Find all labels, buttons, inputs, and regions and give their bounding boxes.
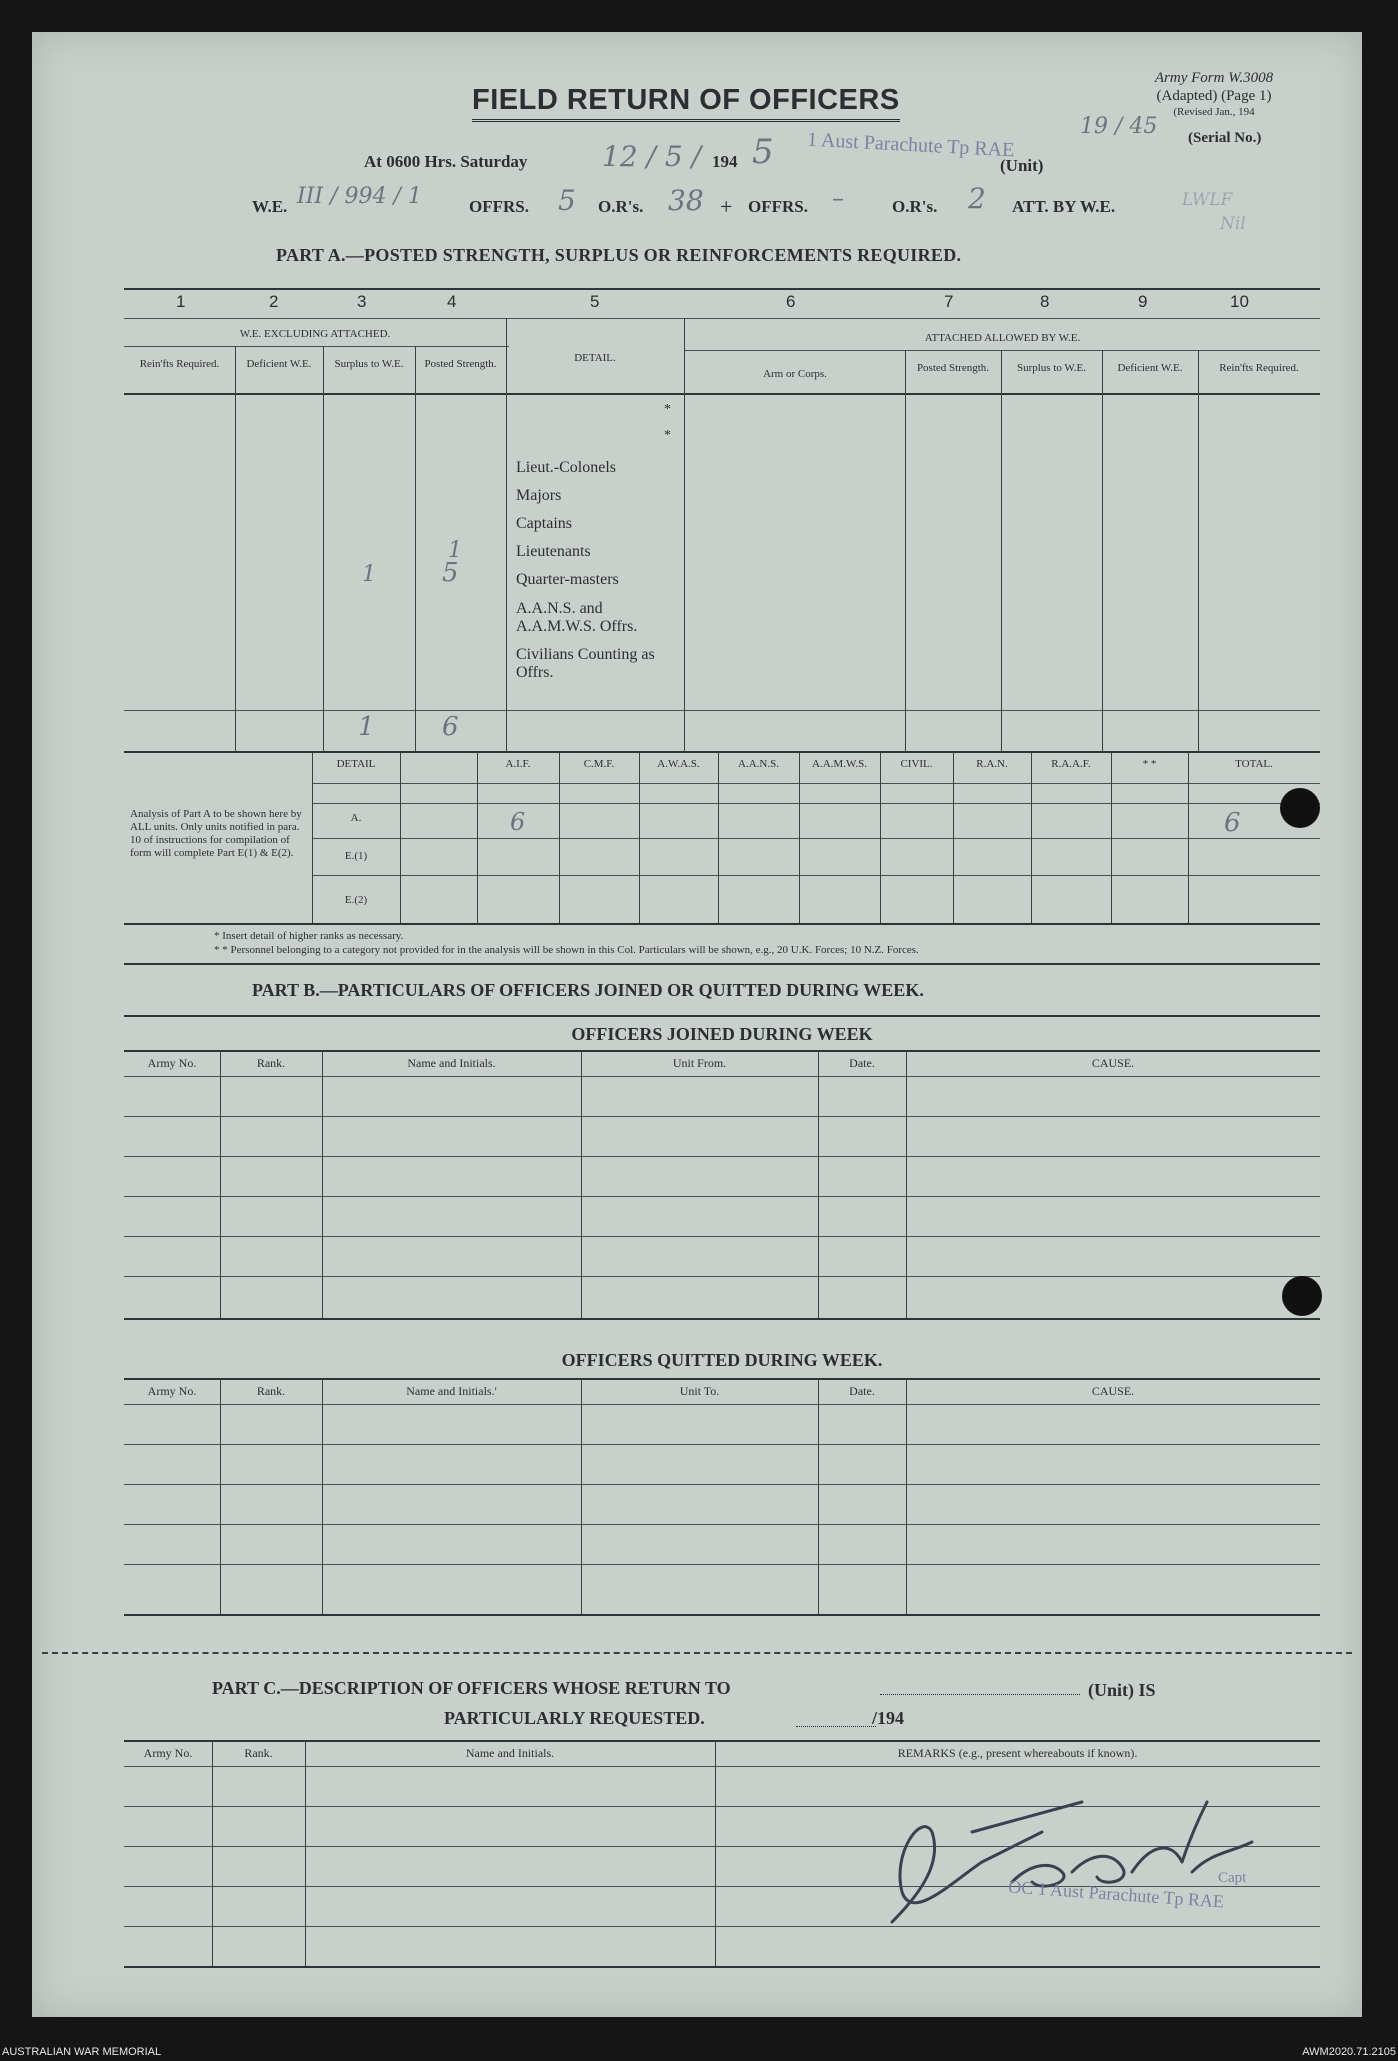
v-col7 bbox=[905, 350, 906, 751]
pc-h-name: Name and Initials. bbox=[465, 1746, 555, 1760]
form-revised: (Revised Jan., 194 bbox=[1173, 106, 1255, 118]
an-h-ran: R.A.N. bbox=[976, 758, 1008, 770]
v-col9 bbox=[1102, 350, 1103, 751]
sub-deficient: Deficient W.E. bbox=[246, 358, 312, 370]
part-c-header-rule bbox=[124, 1766, 1320, 1767]
quitted-bottom-rule bbox=[124, 1614, 1320, 1616]
col-num-3: 3 bbox=[357, 292, 367, 311]
col-num-9: 9 bbox=[1138, 292, 1148, 311]
sub-posted-att: Posted Strength. bbox=[916, 362, 990, 374]
group-left-header: W.E. EXCLUDING ATTACHED. bbox=[239, 328, 391, 340]
quitted-h-unit-to: Unit To. bbox=[679, 1384, 720, 1398]
part-a-title: PART A.—POSTED STRENGTH, SURPLUS OR REINFORCEMENTS REQUIRED. bbox=[276, 245, 962, 265]
joined-row-2 bbox=[124, 1156, 1320, 1157]
star-2: * bbox=[664, 428, 671, 443]
offrs2-hand: – bbox=[832, 184, 844, 212]
rank-qm: Quarter-masters bbox=[516, 571, 619, 588]
sub-surplus: Surplus to W.E. bbox=[334, 358, 404, 370]
v-col2 bbox=[235, 346, 236, 751]
column-numbers bbox=[124, 292, 1320, 316]
col-num-5: 5 bbox=[590, 292, 600, 311]
col-num-7: 7 bbox=[944, 292, 954, 311]
an-h-aans: A.A.N.S. bbox=[738, 758, 779, 770]
total-row-a-hand: 6 bbox=[1224, 808, 1241, 838]
quitted-h-rank: Rank. bbox=[256, 1384, 286, 1398]
group-left-rule bbox=[124, 346, 509, 347]
rank-lt-col: Lieut.-Colonels bbox=[516, 459, 616, 476]
star-1: * bbox=[664, 402, 671, 417]
sub-arm-corps: Arm or Corps. bbox=[763, 368, 827, 380]
subheader-rule bbox=[124, 393, 1320, 395]
year-prefix: 194 bbox=[712, 152, 738, 171]
part-c-bottom-rule bbox=[124, 1966, 1320, 1968]
quitted-v-3 bbox=[581, 1378, 582, 1614]
att-label: ATT. BY W.E. bbox=[1012, 197, 1116, 216]
colnum-rule bbox=[124, 318, 1320, 319]
year-hand: 5 bbox=[752, 132, 774, 172]
joined-v-5 bbox=[906, 1050, 907, 1318]
page-title: FIELD RETURN OF OFFICERS bbox=[472, 84, 900, 122]
rank-major: Majors bbox=[516, 487, 562, 504]
quitted-h-date: Date. bbox=[849, 1384, 875, 1398]
ors2-label: O.R's. bbox=[892, 197, 938, 216]
sub-reinfts: Rein'fts Required. bbox=[139, 358, 220, 370]
an-h-aamws: A.A.M.W.S. bbox=[812, 758, 867, 770]
an-row-a: A. bbox=[350, 812, 362, 824]
col-num-10: 10 bbox=[1230, 292, 1249, 311]
total-row-rule bbox=[124, 710, 1320, 711]
footnote-2: * * Personnel belonging to a category not provided for in the analysis will be shown in this Col. Particulars will be shown, e.g., 20 U.K. Forces; 10 N.Z. Forces. bbox=[214, 944, 919, 956]
quitted-v-5 bbox=[906, 1378, 907, 1614]
col-num-4: 4 bbox=[447, 292, 457, 311]
joined-title: OFFICERS JOINED DURING WEEK bbox=[571, 1024, 873, 1044]
plus-sign: + bbox=[720, 194, 733, 219]
date-hand: 12 / 5 / bbox=[602, 140, 702, 173]
serial-number-hand: 19 / 45 bbox=[1080, 114, 1158, 139]
rank-aans: A.A.N.S. and A.A.M.W.S. Offrs. bbox=[516, 600, 638, 635]
signature-rank: Capt bbox=[1218, 1870, 1247, 1886]
offrs-label: OFFRS. bbox=[469, 197, 529, 216]
v-col3 bbox=[323, 346, 324, 751]
ors-label: O.R's. bbox=[598, 197, 644, 216]
an-h-other: * * bbox=[1142, 758, 1157, 770]
an-h-awas: A.W.A.S. bbox=[657, 758, 700, 770]
joined-row-1 bbox=[124, 1116, 1320, 1117]
quitted-row-4 bbox=[124, 1564, 1320, 1565]
quitted-header-top-rule bbox=[124, 1378, 1320, 1380]
part-b-title: PART B.—PARTICULARS OF OFFICERS JOINED OR QUITTED DURING WEEK. bbox=[252, 980, 924, 1000]
signature-graphic bbox=[852, 1772, 1292, 1962]
part-a-bottom-rule bbox=[124, 751, 1320, 753]
analysis-header-rule bbox=[312, 803, 1320, 804]
captains-posted-hand: 1 bbox=[448, 538, 462, 563]
an-row-e2: E.(2) bbox=[344, 894, 368, 906]
rank-civilians: Civilians Counting as Offrs. bbox=[516, 646, 655, 681]
joined-h-army-no: Army No. bbox=[147, 1056, 197, 1070]
an-h-detail: DETAIL bbox=[336, 758, 376, 770]
part-c-date-blank bbox=[796, 1726, 876, 1727]
joined-h-rank: Rank. bbox=[256, 1056, 286, 1070]
pc-v-3 bbox=[715, 1740, 716, 1966]
att-hand-1: LWLF bbox=[1182, 190, 1233, 210]
ors2-hand: 2 bbox=[968, 182, 986, 215]
quitted-h-name: Name and Initials.' bbox=[406, 1384, 497, 1398]
form-adapted: (Adapted) (Page 1) bbox=[1156, 88, 1272, 104]
quitted-h-army-no: Army No. bbox=[147, 1384, 197, 1398]
group-right-header: ATTACHED ALLOWED BY W.E. bbox=[924, 332, 1081, 344]
joined-v-1 bbox=[220, 1050, 221, 1318]
footer-left: AUSTRALIAN WAR MEMORIAL bbox=[2, 2046, 162, 2058]
quitted-v-2 bbox=[322, 1378, 323, 1614]
joined-row-4 bbox=[124, 1236, 1320, 1237]
joined-row-5 bbox=[124, 1276, 1320, 1277]
quitted-row-1 bbox=[124, 1444, 1320, 1445]
total-surplus-hand: 1 bbox=[358, 712, 375, 742]
pc-h-rank: Rank. bbox=[244, 1746, 273, 1760]
analysis-bottom-rule bbox=[124, 923, 1320, 925]
tear-line bbox=[42, 1652, 1352, 1654]
analysis-headers bbox=[312, 758, 1320, 778]
quitted-row-2 bbox=[124, 1484, 1320, 1485]
offrs-hand: 5 bbox=[558, 184, 576, 217]
pc-v-1 bbox=[212, 1740, 213, 1966]
joined-v-4 bbox=[818, 1050, 819, 1318]
we-label: W.E. bbox=[252, 197, 288, 216]
pc-v-2 bbox=[305, 1740, 306, 1966]
quitted-h-cause: CAUSE. bbox=[1091, 1384, 1135, 1398]
joined-bottom-rule bbox=[124, 1318, 1320, 1320]
sub-posted: Posted Strength. bbox=[424, 358, 497, 370]
quitted-v-1 bbox=[220, 1378, 221, 1614]
part-c-title-2: PARTICULARLY REQUESTED. bbox=[444, 1708, 705, 1728]
an-h-cmf: C.M.F. bbox=[583, 758, 615, 770]
footnote-1: * Insert detail of higher ranks as necessary. bbox=[214, 930, 404, 942]
offrs2-label: OFFRS. bbox=[748, 197, 808, 216]
part-c-title-1: PART C.—DESCRIPTION OF OFFICERS WHOSE RETURN TO bbox=[212, 1678, 731, 1698]
joined-v-3 bbox=[581, 1050, 582, 1318]
total-posted-hand: 6 bbox=[442, 712, 459, 742]
joined-v-2 bbox=[322, 1050, 323, 1318]
quitted-v-4 bbox=[818, 1378, 819, 1614]
sub-surplus-att: Surplus to W.E. bbox=[1016, 362, 1087, 374]
punch-hole-bottom bbox=[1282, 1276, 1322, 1316]
an-h-raaf: R.A.A.F. bbox=[1051, 758, 1091, 770]
joined-h-cause: CAUSE. bbox=[1091, 1056, 1135, 1070]
we-hand: III / 994 / 1 bbox=[297, 184, 422, 209]
quitted-title: OFFICERS QUITTED DURING WEEK. bbox=[561, 1350, 883, 1370]
quitted-row-3 bbox=[124, 1524, 1320, 1525]
aif-row-a-hand: 6 bbox=[510, 808, 526, 836]
form-id: Army Form W.3008 bbox=[1154, 70, 1274, 86]
att-hand-2: Nil bbox=[1220, 214, 1246, 234]
pc-h-remarks: REMARKS (e.g., present whereabouts if known). bbox=[897, 1746, 1138, 1760]
joined-h-unit-from: Unit From. bbox=[672, 1056, 727, 1070]
lieut-posted-hand: 5 bbox=[442, 558, 459, 588]
lieut-surplus-hand: 1 bbox=[362, 562, 376, 587]
oc-stamp: OC 1 Aust Parachute Tp RAE bbox=[1007, 1876, 1225, 1912]
col-num-2: 2 bbox=[269, 292, 279, 311]
rank-list bbox=[516, 454, 684, 682]
sub-reinfts-att: Rein'fts Required. bbox=[1219, 362, 1299, 374]
joined-header-top-rule bbox=[124, 1050, 1320, 1052]
analysis-note: Analysis of Part A to be shown here by ALL units. Only units notified in para. 10 of instructions for compilation of form will complete Part E(1) & E(2). bbox=[130, 808, 302, 859]
analysis-row-e1-rule bbox=[312, 875, 1320, 876]
punch-hole-top bbox=[1280, 788, 1320, 828]
pc-h-army-no: Army No. bbox=[143, 1746, 193, 1760]
v-col8 bbox=[1001, 350, 1002, 751]
part-c-top-rule bbox=[124, 1740, 1320, 1742]
v-col6 bbox=[684, 318, 685, 751]
rank-captain: Captains bbox=[516, 515, 572, 532]
at-line-label: At 0600 Hrs. Saturday bbox=[364, 152, 528, 171]
footer-right: AWM2020.71.2105 bbox=[1302, 2046, 1396, 2058]
an-row-e1: E.(1) bbox=[344, 850, 368, 862]
col-num-8: 8 bbox=[1040, 292, 1050, 311]
part-c-year: /194 bbox=[872, 1708, 905, 1728]
group-right-rule bbox=[685, 350, 1320, 351]
detail-header: DETAIL. bbox=[574, 352, 616, 364]
col-num-6: 6 bbox=[786, 292, 796, 311]
unit-label: (Unit) bbox=[1000, 156, 1044, 175]
quitted-header-bottom-rule bbox=[124, 1404, 1320, 1405]
analysis-row-a-rule bbox=[312, 838, 1320, 839]
joined-h-name: Name and Initials. bbox=[407, 1056, 496, 1070]
part-c-unit-is: (Unit) IS bbox=[1088, 1680, 1156, 1700]
joined-header-bottom-rule bbox=[124, 1076, 1320, 1077]
joined-h-date: Date. bbox=[849, 1056, 875, 1070]
analysis-top-rule bbox=[312, 783, 1320, 784]
an-h-aif: A.I.F. bbox=[505, 758, 531, 770]
unit-stamp: 1 Aust Parachute Tp RAE bbox=[806, 128, 1015, 162]
joined-row-3 bbox=[124, 1196, 1320, 1197]
sub-deficient-att: Deficient W.E. bbox=[1117, 362, 1183, 374]
rank-lieutenant: Lieutenants bbox=[516, 543, 591, 560]
ors-hand: 38 bbox=[668, 184, 704, 217]
v-col4 bbox=[415, 346, 416, 751]
an-h-civil: CIVIL. bbox=[900, 758, 933, 770]
form-paper bbox=[32, 32, 1362, 2017]
part-c-unit-blank bbox=[880, 1694, 1080, 1695]
part-b-top-rule bbox=[124, 963, 1320, 965]
an-h-total: TOTAL. bbox=[1235, 758, 1273, 770]
serial-label: (Serial No.) bbox=[1188, 130, 1262, 146]
v-col5 bbox=[506, 318, 507, 751]
v-col10 bbox=[1198, 350, 1199, 751]
col-num-1: 1 bbox=[176, 292, 186, 311]
part-a-top-rule bbox=[124, 288, 1320, 290]
joined-title-top-rule bbox=[124, 1015, 1320, 1017]
